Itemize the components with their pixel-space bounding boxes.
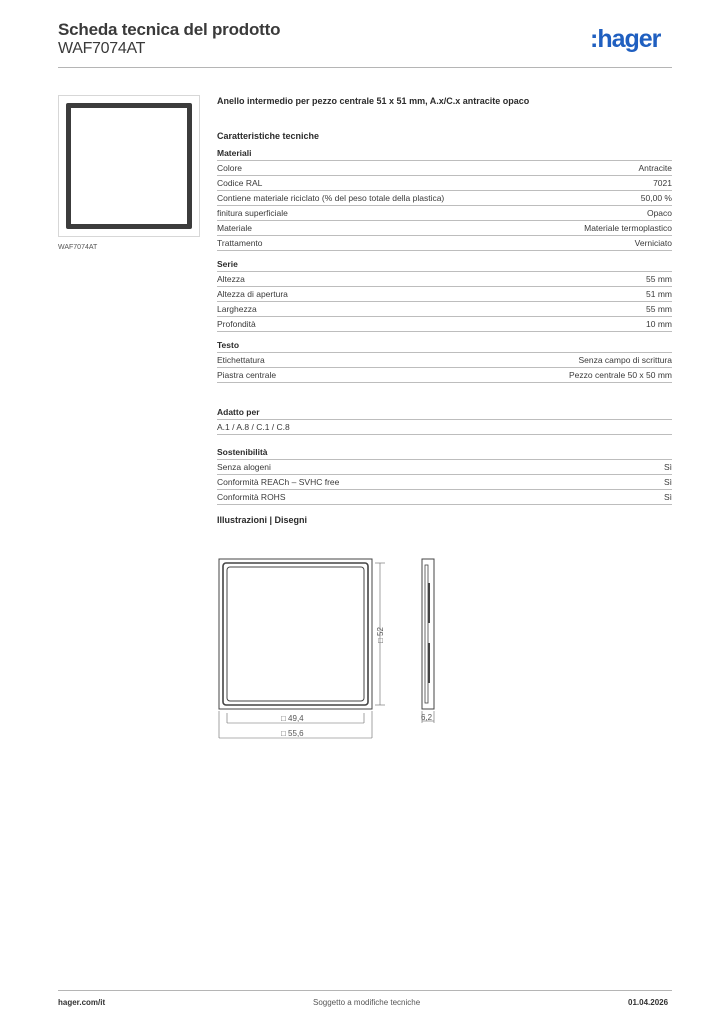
features-title: Caratteristiche tecniche — [217, 131, 320, 141]
spec-value: 55 mm — [646, 274, 672, 284]
drawings-title: Illustrazioni | Disegni — [217, 515, 308, 525]
spec-row — [217, 353, 672, 368]
spec-label: A.1 / A.8 / C.1 / C.8 — [217, 422, 290, 432]
group-testo — [217, 340, 672, 383]
group-title: Materiali — [217, 148, 672, 161]
spec-row — [217, 236, 672, 251]
thumbnail-caption: WAF7074AT — [58, 244, 98, 251]
spec-label: Senza alogeni — [217, 462, 271, 472]
spec-label: Contiene materiale riciclato (% del peso totale della plastica) — [217, 193, 445, 203]
spec-value: Sì — [663, 492, 672, 502]
footer-divider — [58, 990, 672, 991]
product-thumbnail — [58, 95, 200, 237]
group-adatto-per — [217, 407, 672, 435]
group-title: Adatto per — [217, 407, 672, 420]
spec-value: 55 mm — [646, 304, 672, 314]
spec-value: Pezzo centrale 50 x 50 mm — [569, 370, 672, 380]
product-code: WAF7074AT — [58, 40, 146, 57]
footer-note: Soggetto a modifiche tecniche — [313, 998, 421, 1007]
spec-label: Larghezza — [217, 304, 257, 314]
spec-row — [217, 460, 672, 475]
hager-logo: :hager — [590, 25, 661, 53]
spec-value: 51 mm — [646, 289, 672, 299]
technical-drawing — [217, 553, 447, 745]
spec-row — [217, 302, 672, 317]
dim-inner-label: □ 49,4 — [281, 714, 304, 723]
spec-label: Materiale — [217, 223, 252, 233]
spec-row — [217, 221, 672, 236]
spec-value: Sì — [663, 477, 672, 487]
product-image — [59, 96, 199, 236]
header-divider — [58, 67, 672, 68]
spec-label: Altezza di apertura — [217, 289, 288, 299]
spec-row — [217, 368, 672, 383]
spec-label: Altezza — [217, 274, 245, 284]
spec-row — [217, 161, 672, 176]
spec-value: Verniciato — [634, 238, 672, 248]
group-sostenibilita — [217, 447, 672, 505]
footer-website[interactable]: hager.com/it — [58, 998, 106, 1007]
spec-value: Opaco — [646, 208, 672, 218]
dim-height-label: □ 52 — [376, 627, 385, 643]
group-title: Serie — [217, 259, 672, 272]
drawing-inner-frame — [227, 567, 364, 701]
spec-label: Profondità — [217, 319, 256, 329]
spec-value: Senza campo di scrittura — [578, 355, 672, 365]
page-title: Scheda tecnica del prodotto — [58, 20, 281, 39]
spec-row — [217, 420, 672, 435]
spec-row — [217, 317, 672, 332]
group-title: Sostenibilità — [217, 447, 672, 460]
spec-value: Materiale termoplastico — [584, 223, 672, 233]
spec-row — [217, 272, 672, 287]
footer-date: 01.04.2026 — [628, 998, 669, 1007]
spec-row — [217, 475, 672, 490]
spec-label: Etichettatura — [217, 355, 265, 365]
spec-value: 10 mm — [646, 319, 672, 329]
spec-row — [217, 206, 672, 221]
spec-label: Colore — [217, 163, 243, 173]
spec-label: Codice RAL — [217, 178, 263, 188]
spec-value: 7021 — [653, 178, 672, 188]
spec-row — [217, 191, 672, 206]
spec-label: finitura superficiale — [217, 208, 288, 218]
product-description: Anello intermedio per pezzo centrale 51 x 51 mm, A.x/C.x antracite opaco — [217, 96, 530, 106]
spec-row — [217, 287, 672, 302]
drawing-outer-frame — [219, 559, 372, 709]
spec-label: Trattamento — [217, 238, 263, 248]
spec-label: Conformità REACh – SVHC free — [217, 477, 340, 487]
dim-outer-label: □ 55,6 — [281, 729, 304, 738]
spec-value: 50,00 % — [640, 193, 672, 203]
group-materiali — [217, 148, 672, 251]
spec-content — [217, 95, 672, 525]
drawing-middle-frame — [223, 563, 368, 705]
spec-value: Sì — [663, 462, 672, 472]
dim-depth-label: 6,2 — [421, 713, 433, 722]
spec-row — [217, 176, 672, 191]
group-title: Testo — [217, 340, 672, 353]
spec-label: Conformità ROHS — [217, 492, 286, 502]
spec-row — [217, 490, 672, 505]
group-serie — [217, 259, 672, 332]
spec-label: Piastra centrale — [217, 370, 277, 380]
spec-value: Antracite — [638, 163, 672, 173]
